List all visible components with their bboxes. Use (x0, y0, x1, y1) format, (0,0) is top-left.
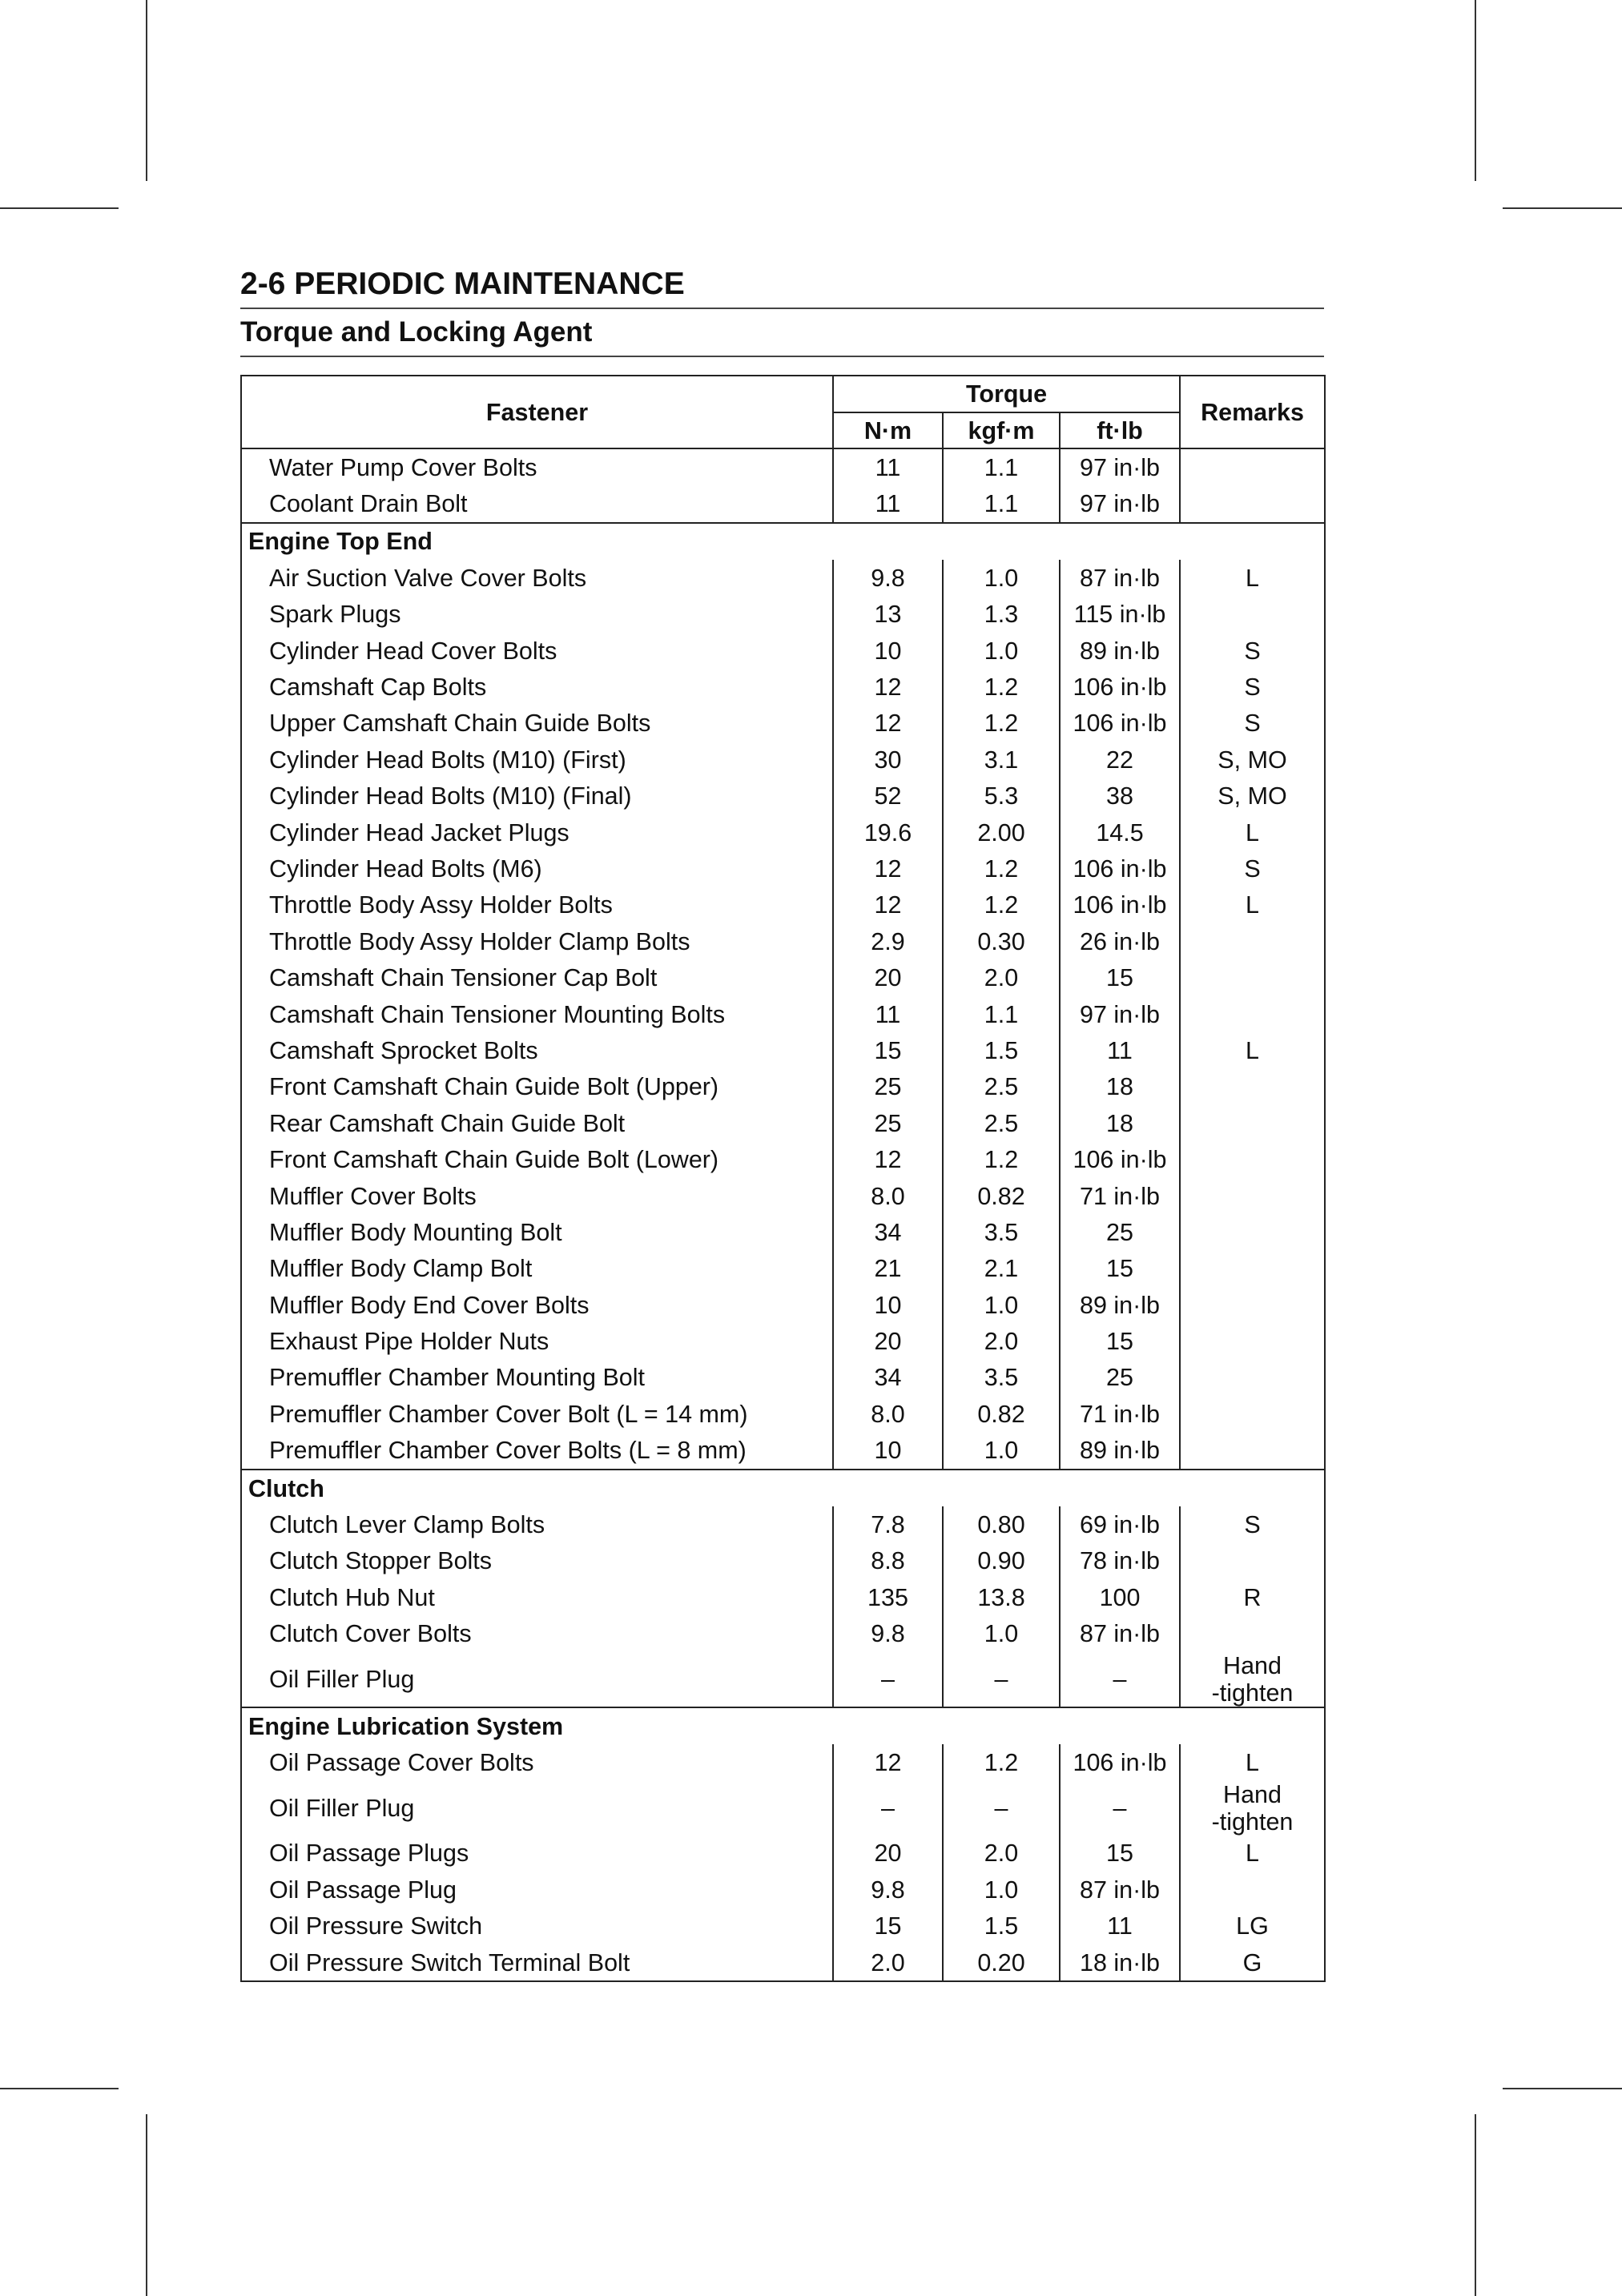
ftlb-cell: 69 in·lb (1060, 1506, 1180, 1542)
table-row (241, 560, 1325, 596)
table-row (241, 1360, 1325, 1396)
header-nm: N·m (833, 412, 943, 448)
table-row (241, 778, 1325, 814)
kgfm-cell: 1.5 (943, 1908, 1060, 1944)
kgfm-cell: 0.82 (943, 1396, 1060, 1432)
table-row (241, 742, 1325, 778)
crop-mark-bottom-right-vertical (1475, 2114, 1476, 2296)
kgfm-cell: 2.0 (943, 959, 1060, 995)
nm-cell: 12 (833, 669, 943, 705)
section-title: Torque and Locking Agent (240, 309, 1324, 357)
fastener-cell: Clutch Cover Bolts (241, 1616, 833, 1652)
kgfm-cell: 1.2 (943, 706, 1060, 742)
kgfm-cell: 5.3 (943, 778, 1060, 814)
nm-cell: 12 (833, 850, 943, 887)
remarks-cell: L (1180, 887, 1325, 923)
table-row (241, 1781, 1325, 1836)
ftlb-cell: 89 in·lb (1060, 1287, 1180, 1323)
ftlb-cell: 87 in·lb (1060, 1616, 1180, 1652)
remarks-cell: S (1180, 633, 1325, 669)
table-row (241, 1543, 1325, 1579)
remarks-cell (1180, 1323, 1325, 1359)
kgfm-cell: 1.0 (943, 560, 1060, 596)
kgfm-cell: 1.2 (943, 887, 1060, 923)
remarks-cell (1180, 959, 1325, 995)
fastener-cell: Camshaft Cap Bolts (241, 669, 833, 705)
remarks-cell (1180, 1396, 1325, 1432)
nm-cell: 11 (833, 996, 943, 1032)
fastener-cell: Camshaft Sprocket Bolts (241, 1032, 833, 1068)
ftlb-cell: 100 (1060, 1579, 1180, 1615)
table-row (241, 1251, 1325, 1287)
remarks-cell: Hand -tighten (1180, 1652, 1325, 1707)
fastener-cell: Spark Plugs (241, 597, 833, 633)
kgfm-cell: 2.5 (943, 1069, 1060, 1105)
ftlb-cell: 15 (1060, 1836, 1180, 1872)
fastener-cell: Clutch Lever Clamp Bolts (241, 1506, 833, 1542)
nm-cell: 2.9 (833, 923, 943, 959)
fastener-cell: Oil Filler Plug (241, 1781, 833, 1836)
fastener-cell: Exhaust Pipe Holder Nuts (241, 1323, 833, 1359)
table-group (241, 1470, 1325, 1707)
kgfm-cell: 3.5 (943, 1360, 1060, 1396)
kgfm-cell: 1.3 (943, 597, 1060, 633)
table-row (241, 850, 1325, 887)
crop-mark-top-right-horizontal (1503, 207, 1622, 209)
nm-cell: 30 (833, 742, 943, 778)
ftlb-cell: – (1060, 1652, 1180, 1707)
kgfm-cell: 0.82 (943, 1178, 1060, 1214)
crop-mark-bottom-right-horizontal (1503, 2088, 1622, 2089)
kgfm-cell: 0.90 (943, 1543, 1060, 1579)
group-header-row (241, 1707, 1325, 1744)
nm-cell: 25 (833, 1105, 943, 1141)
fastener-cell: Oil Passage Plug (241, 1872, 833, 1908)
remarks-cell: L (1180, 1836, 1325, 1872)
page-title: 2-6 PERIODIC MAINTENANCE (240, 266, 1324, 309)
ftlb-cell: 106 in·lb (1060, 1141, 1180, 1177)
remarks-cell: L (1180, 1032, 1325, 1068)
kgfm-cell: 2.5 (943, 1105, 1060, 1141)
kgfm-cell: 3.1 (943, 742, 1060, 778)
ftlb-cell: 71 in·lb (1060, 1396, 1180, 1432)
table-row (241, 485, 1325, 522)
table-group (241, 1707, 1325, 1981)
fastener-cell: Premuffler Chamber Mounting Bolt (241, 1360, 833, 1396)
nm-cell: 15 (833, 1908, 943, 1944)
fastener-cell: Throttle Body Assy Holder Clamp Bolts (241, 923, 833, 959)
ftlb-cell: 11 (1060, 1032, 1180, 1068)
remarks-cell (1180, 1433, 1325, 1470)
ftlb-cell: 18 in·lb (1060, 1944, 1180, 1981)
table-row (241, 1323, 1325, 1359)
remarks-cell: L (1180, 814, 1325, 850)
kgfm-cell: 1.2 (943, 669, 1060, 705)
remarks-cell (1180, 1543, 1325, 1579)
remarks-cell (1180, 1105, 1325, 1141)
kgfm-cell: 2.00 (943, 814, 1060, 850)
kgfm-cell: 1.5 (943, 1032, 1060, 1068)
nm-cell: 12 (833, 706, 943, 742)
nm-cell: 52 (833, 778, 943, 814)
fastener-cell: Oil Pressure Switch Terminal Bolt (241, 1944, 833, 1981)
kgfm-cell: 0.30 (943, 923, 1060, 959)
fastener-cell: Premuffler Chamber Cover Bolts (L = 8 mm) (241, 1433, 833, 1470)
fastener-cell: Front Camshaft Chain Guide Bolt (Upper) (241, 1069, 833, 1105)
fastener-cell: Clutch Stopper Bolts (241, 1543, 833, 1579)
table-row (241, 1433, 1325, 1470)
remarks-cell: G (1180, 1944, 1325, 1981)
kgfm-cell: 1.0 (943, 1616, 1060, 1652)
ftlb-cell: 106 in·lb (1060, 1744, 1180, 1780)
table-row (241, 1214, 1325, 1250)
remarks-cell (1180, 1287, 1325, 1323)
nm-cell: 15 (833, 1032, 943, 1068)
nm-cell: 25 (833, 1069, 943, 1105)
fastener-cell: Camshaft Chain Tensioner Mounting Bolts (241, 996, 833, 1032)
ftlb-cell: – (1060, 1781, 1180, 1836)
table-row (241, 633, 1325, 669)
ftlb-cell: 97 in·lb (1060, 485, 1180, 522)
remarks-cell (1180, 1214, 1325, 1250)
kgfm-cell: – (943, 1652, 1060, 1707)
fastener-cell: Premuffler Chamber Cover Bolt (L = 14 mm) (241, 1396, 833, 1432)
kgfm-cell: 0.80 (943, 1506, 1060, 1542)
table-row (241, 1944, 1325, 1981)
remarks-cell (1180, 923, 1325, 959)
ftlb-cell: 25 (1060, 1214, 1180, 1250)
nm-cell: 7.8 (833, 1506, 943, 1542)
fastener-cell: Rear Camshaft Chain Guide Bolt (241, 1105, 833, 1141)
table-row (241, 597, 1325, 633)
fastener-cell: Oil Filler Plug (241, 1652, 833, 1707)
remarks-cell: S (1180, 669, 1325, 705)
fastener-cell: Cylinder Head Bolts (M10) (First) (241, 742, 833, 778)
nm-cell: 11 (833, 448, 943, 485)
remarks-cell (1180, 1872, 1325, 1908)
remarks-cell: L (1180, 1744, 1325, 1780)
table-group (241, 448, 1325, 523)
fastener-cell: Oil Pressure Switch (241, 1908, 833, 1944)
ftlb-cell: 18 (1060, 1105, 1180, 1141)
header-fastener: Fastener (241, 376, 833, 448)
table-row (241, 1287, 1325, 1323)
fastener-cell: Oil Passage Plugs (241, 1836, 833, 1872)
nm-cell: 8.0 (833, 1396, 943, 1432)
fastener-cell: Muffler Body End Cover Bolts (241, 1287, 833, 1323)
table-row (241, 1744, 1325, 1780)
ftlb-cell: 87 in·lb (1060, 1872, 1180, 1908)
nm-cell: 19.6 (833, 814, 943, 850)
nm-cell: 20 (833, 1323, 943, 1359)
kgfm-cell: – (943, 1781, 1060, 1836)
table-row (241, 923, 1325, 959)
nm-cell: 20 (833, 959, 943, 995)
kgfm-cell: 2.1 (943, 1251, 1060, 1287)
remarks-cell: S (1180, 1506, 1325, 1542)
ftlb-cell: 18 (1060, 1069, 1180, 1105)
ftlb-cell: 11 (1060, 1908, 1180, 1944)
fastener-cell: Camshaft Chain Tensioner Cap Bolt (241, 959, 833, 995)
ftlb-cell: 15 (1060, 959, 1180, 995)
crop-mark-top-right-vertical (1475, 0, 1476, 181)
ftlb-cell: 106 in·lb (1060, 850, 1180, 887)
torque-table (240, 375, 1326, 1982)
nm-cell: 10 (833, 1433, 943, 1470)
kgfm-cell: 13.8 (943, 1579, 1060, 1615)
fastener-cell: Water Pump Cover Bolts (241, 448, 833, 485)
table-header (241, 376, 1325, 448)
nm-cell: 10 (833, 633, 943, 669)
kgfm-cell: 1.2 (943, 1141, 1060, 1177)
kgfm-cell: 0.20 (943, 1944, 1060, 1981)
header-ftlb: ft·lb (1060, 412, 1180, 448)
ftlb-cell: 26 in·lb (1060, 923, 1180, 959)
nm-cell: 8.0 (833, 1178, 943, 1214)
ftlb-cell: 106 in·lb (1060, 669, 1180, 705)
ftlb-cell: 38 (1060, 778, 1180, 814)
kgfm-cell: 1.2 (943, 1744, 1060, 1780)
crop-mark-top-left-horizontal (0, 207, 119, 209)
ftlb-cell: 87 in·lb (1060, 560, 1180, 596)
nm-cell: 20 (833, 1836, 943, 1872)
nm-cell: 9.8 (833, 1872, 943, 1908)
ftlb-cell: 115 in·lb (1060, 597, 1180, 633)
remarks-cell (1180, 1616, 1325, 1652)
ftlb-cell: 71 in·lb (1060, 1178, 1180, 1214)
table-row (241, 669, 1325, 705)
kgfm-cell: 1.0 (943, 1433, 1060, 1470)
table-group (241, 523, 1325, 1470)
kgfm-cell: 1.0 (943, 1872, 1060, 1908)
nm-cell: 34 (833, 1214, 943, 1250)
table-row (241, 1178, 1325, 1214)
remarks-cell: S, MO (1180, 778, 1325, 814)
kgfm-cell: 1.0 (943, 1287, 1060, 1323)
fastener-cell: Muffler Cover Bolts (241, 1178, 833, 1214)
remarks-cell: S, MO (1180, 742, 1325, 778)
ftlb-cell: 97 in·lb (1060, 448, 1180, 485)
table-row (241, 1032, 1325, 1068)
fastener-cell: Muffler Body Clamp Bolt (241, 1251, 833, 1287)
fastener-cell: Cylinder Head Bolts (M6) (241, 850, 833, 887)
header-torque: Torque (833, 376, 1180, 412)
fastener-cell: Front Camshaft Chain Guide Bolt (Lower) (241, 1141, 833, 1177)
nm-cell: 12 (833, 1141, 943, 1177)
nm-cell: – (833, 1781, 943, 1836)
remarks-cell: LG (1180, 1908, 1325, 1944)
group-header-row (241, 1470, 1325, 1506)
remarks-cell (1180, 1360, 1325, 1396)
nm-cell: 34 (833, 1360, 943, 1396)
remarks-cell (1180, 1178, 1325, 1214)
ftlb-cell: 78 in·lb (1060, 1543, 1180, 1579)
fastener-cell: Cylinder Head Cover Bolts (241, 633, 833, 669)
table-row (241, 814, 1325, 850)
nm-cell: 13 (833, 597, 943, 633)
table-row (241, 1506, 1325, 1542)
fastener-cell: Throttle Body Assy Holder Bolts (241, 887, 833, 923)
header-remarks: Remarks (1180, 376, 1325, 448)
crop-mark-bottom-left-vertical (146, 2114, 147, 2296)
table-row (241, 996, 1325, 1032)
ftlb-cell: 89 in·lb (1060, 633, 1180, 669)
table-row (241, 1872, 1325, 1908)
ftlb-cell: 22 (1060, 742, 1180, 778)
table-row (241, 1616, 1325, 1652)
group-title: Engine Lubrication System (241, 1707, 1325, 1744)
fastener-cell: Air Suction Valve Cover Bolts (241, 560, 833, 596)
group-header-row (241, 523, 1325, 560)
fastener-cell: Coolant Drain Bolt (241, 485, 833, 522)
group-title: Engine Top End (241, 523, 1325, 560)
remarks-cell: R (1180, 1579, 1325, 1615)
remarks-cell (1180, 1251, 1325, 1287)
table-row (241, 706, 1325, 742)
kgfm-cell: 3.5 (943, 1214, 1060, 1250)
ftlb-cell: 14.5 (1060, 814, 1180, 850)
kgfm-cell: 1.1 (943, 996, 1060, 1032)
remarks-cell (1180, 1141, 1325, 1177)
remarks-cell (1180, 485, 1325, 522)
remarks-cell: L (1180, 560, 1325, 596)
remarks-cell (1180, 597, 1325, 633)
kgfm-cell: 1.0 (943, 633, 1060, 669)
table-row (241, 1105, 1325, 1141)
ftlb-cell: 15 (1060, 1323, 1180, 1359)
kgfm-cell: 1.1 (943, 485, 1060, 522)
header-kgfm: kgf·m (943, 412, 1060, 448)
nm-cell: 21 (833, 1251, 943, 1287)
table-row (241, 1908, 1325, 1944)
table-row (241, 887, 1325, 923)
table-row (241, 1069, 1325, 1105)
nm-cell: 10 (833, 1287, 943, 1323)
crop-mark-bottom-left-horizontal (0, 2088, 119, 2089)
fastener-cell: Cylinder Head Bolts (M10) (Final) (241, 778, 833, 814)
nm-cell: 8.8 (833, 1543, 943, 1579)
nm-cell: 11 (833, 485, 943, 522)
nm-cell: – (833, 1652, 943, 1707)
table-row (241, 1652, 1325, 1707)
kgfm-cell: 1.2 (943, 850, 1060, 887)
ftlb-cell: 25 (1060, 1360, 1180, 1396)
crop-mark-top-left-vertical (146, 0, 147, 181)
table-row (241, 1396, 1325, 1432)
table-row (241, 1836, 1325, 1872)
nm-cell: 9.8 (833, 1616, 943, 1652)
kgfm-cell: 2.0 (943, 1836, 1060, 1872)
remarks-cell (1180, 448, 1325, 485)
group-title: Clutch (241, 1470, 1325, 1506)
table-row (241, 1579, 1325, 1615)
page-header (240, 266, 1324, 357)
remarks-cell: S (1180, 850, 1325, 887)
remarks-cell: Hand -tighten (1180, 1781, 1325, 1836)
nm-cell: 2.0 (833, 1944, 943, 1981)
kgfm-cell: 2.0 (943, 1323, 1060, 1359)
fastener-cell: Upper Camshaft Chain Guide Bolts (241, 706, 833, 742)
ftlb-cell: 89 in·lb (1060, 1433, 1180, 1470)
fastener-cell: Cylinder Head Jacket Plugs (241, 814, 833, 850)
ftlb-cell: 106 in·lb (1060, 706, 1180, 742)
table-row (241, 959, 1325, 995)
nm-cell: 12 (833, 1744, 943, 1780)
ftlb-cell: 97 in·lb (1060, 996, 1180, 1032)
remarks-cell (1180, 996, 1325, 1032)
remarks-cell: S (1180, 706, 1325, 742)
ftlb-cell: 106 in·lb (1060, 887, 1180, 923)
kgfm-cell: 1.1 (943, 448, 1060, 485)
table-row (241, 1141, 1325, 1177)
nm-cell: 135 (833, 1579, 943, 1615)
nm-cell: 9.8 (833, 560, 943, 596)
remarks-cell (1180, 1069, 1325, 1105)
fastener-cell: Clutch Hub Nut (241, 1579, 833, 1615)
nm-cell: 12 (833, 887, 943, 923)
ftlb-cell: 15 (1060, 1251, 1180, 1287)
fastener-cell: Oil Passage Cover Bolts (241, 1744, 833, 1780)
fastener-cell: Muffler Body Mounting Bolt (241, 1214, 833, 1250)
table-row (241, 448, 1325, 485)
